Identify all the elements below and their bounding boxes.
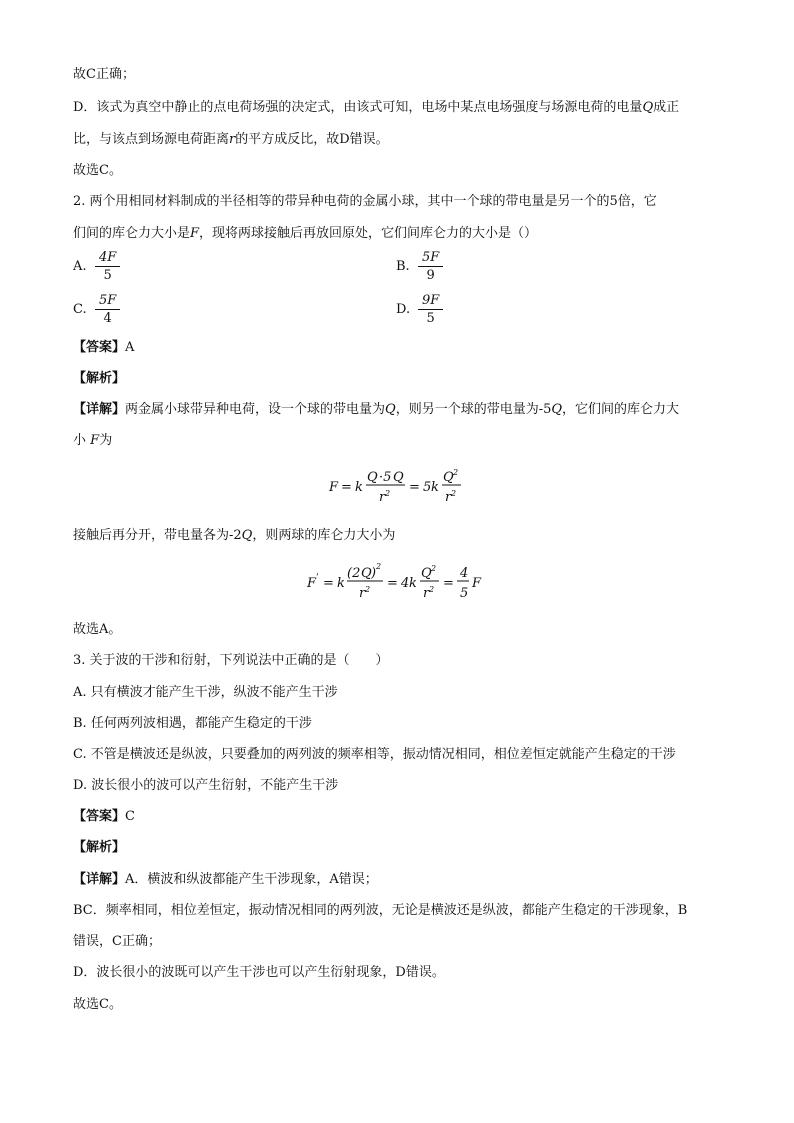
svg-text:2: 2 <box>451 489 457 498</box>
option-b <box>396 250 443 283</box>
option-fraction <box>418 293 443 326</box>
option-label: C. <box>73 302 87 317</box>
option-fraction <box>95 293 120 326</box>
text-span: 两金属小球带异种电荷，设一个球的带电量为 <box>125 402 386 417</box>
svg-text:F: F <box>472 576 482 591</box>
text-span: ，现将两球接触后再放回原处，它们间库仑力的大小是（） <box>199 226 538 241</box>
formula-coulomb-after-contact <box>307 558 497 608</box>
option-a: A. 只有横波才能产生干涉，纵波不能产生干涉 <box>73 685 338 700</box>
svg-text:5: 5 <box>423 480 432 495</box>
text-span: 们间的库仑力大小是 <box>73 226 191 241</box>
answer-line <box>73 339 134 357</box>
analysis-label: 【解析】 <box>73 840 126 855</box>
text-span: A．横波和纵波都能产生干涉现象，A错误； <box>125 872 378 887</box>
svg-text:=: = <box>443 576 454 591</box>
detail-tag: 【详解】 <box>73 872 126 887</box>
svg-text:r: r <box>423 586 430 601</box>
svg-text:r: r <box>445 490 452 505</box>
text-span: 接触后再分开，带电量各为-2 <box>73 528 242 543</box>
option-a <box>73 250 120 283</box>
svg-text:2: 2 <box>453 468 459 477</box>
svg-text:5: 5 <box>460 586 469 601</box>
analysis-label: 【解析】 <box>73 371 126 386</box>
svg-text:Q: Q <box>393 470 404 485</box>
svg-text:r: r <box>359 586 366 601</box>
text-span: D．该式为真空中静止的点电荷场强的决定式，由该式可知，电场中某点电场强度与场源电荷的电量 <box>73 100 643 115</box>
detail-tag: 【详解】 <box>73 402 126 417</box>
text-span: 成正 <box>653 100 680 115</box>
symbol-q: Q <box>241 528 253 543</box>
formula-coulomb-initial <box>329 466 469 512</box>
svg-text:4: 4 <box>401 576 410 591</box>
answer-tag: 【答案】 <box>73 809 126 824</box>
option-label: B. <box>396 259 410 274</box>
answer-line <box>73 808 135 826</box>
text-line <box>73 131 389 149</box>
symbol-f: F <box>190 226 200 241</box>
svg-text:k: k <box>355 480 363 495</box>
analysis-tag <box>73 839 125 857</box>
fraction-denominator: 5 <box>103 268 112 283</box>
analysis-tag <box>73 370 125 388</box>
text-span: 比，与该点到场源电荷距离 <box>73 132 230 147</box>
detail-line: 错误，C正确； <box>73 934 161 949</box>
svg-text:2: 2 <box>376 562 382 571</box>
text-span: ，它们间的库仑力大 <box>562 402 680 417</box>
option-d <box>396 293 443 326</box>
formula-graphic <box>329 466 469 508</box>
option-fraction <box>418 250 443 283</box>
text-span: 小 <box>73 433 87 448</box>
text-span: ，则两球的库仑力大小为 <box>252 528 396 543</box>
fraction-numerator: 5F <box>95 293 120 310</box>
answer-value: C <box>125 809 135 824</box>
svg-text:(2: (2 <box>347 566 361 581</box>
detail-line <box>73 401 679 419</box>
question-2-stem <box>73 225 537 243</box>
detail-line <box>73 527 395 545</box>
svg-text:k: k <box>409 576 417 591</box>
detail-line: D．波长很小的波既可以产生干涉也可以产生衍射现象，D错误。 <box>73 965 445 980</box>
svg-text:4: 4 <box>460 566 469 581</box>
svg-text:=: = <box>387 576 398 591</box>
fraction-denominator: 4 <box>103 311 112 326</box>
option-fraction <box>95 250 120 283</box>
svg-text:r: r <box>379 490 386 505</box>
text-line: 故C正确； <box>73 67 135 82</box>
question-2-stem: 2. 两个用相同材料制成的半径相等的带异种电荷的金属小球，其中一个球的带电量是另一个的5倍，它 <box>73 194 657 209</box>
svg-text:2: 2 <box>385 489 391 498</box>
option-label: A. <box>73 259 87 274</box>
text-span: 的平方成反比，故D错误。 <box>235 132 389 147</box>
conclusion-line: 故选A。 <box>73 622 122 637</box>
text-line: 故选C。 <box>73 163 122 178</box>
symbol-f: F <box>90 433 100 448</box>
svg-text:': ' <box>316 573 319 583</box>
svg-text:=: = <box>341 480 352 495</box>
text-line <box>73 99 679 117</box>
symbol-q: Q <box>385 402 396 417</box>
svg-text:F: F <box>329 480 339 495</box>
svg-text:): ) <box>371 566 377 581</box>
detail-line <box>73 432 112 450</box>
svg-text:Q: Q <box>361 566 372 581</box>
svg-text:F: F <box>307 576 317 591</box>
symbol-r: r <box>229 132 236 147</box>
option-b: B. 任何两列波相遇，都能产生稳定的干涉 <box>73 716 312 731</box>
detail-line <box>73 871 378 889</box>
fraction-denominator: 9 <box>426 268 435 283</box>
fraction-numerator: 5F <box>418 250 443 267</box>
svg-text:Q: Q <box>421 566 432 581</box>
svg-text:2: 2 <box>431 564 437 573</box>
option-label: D. <box>396 302 411 317</box>
symbol-q: Q <box>551 402 563 417</box>
fraction-numerator: 9F <box>418 293 443 310</box>
detail-line: BC．频率相同，相位差恒定，振动情况相同的两列波，无论是横波还是纵波，都能产生稳定的干涉现象，B <box>73 903 688 918</box>
svg-text:2: 2 <box>429 585 435 594</box>
text-span: 为 <box>99 433 113 448</box>
question-3-stem: 3. 关于波的干涉和衍射，下列说法中正确的是（ ） <box>73 653 389 668</box>
svg-text:k: k <box>431 480 439 495</box>
svg-text:=: = <box>323 576 334 591</box>
svg-text:=: = <box>409 480 420 495</box>
svg-text:Q: Q <box>443 470 454 485</box>
svg-text:k: k <box>337 576 345 591</box>
fraction-numerator: 4F <box>95 250 120 267</box>
answer-value: A <box>125 340 135 355</box>
conclusion-line: 故选C。 <box>73 997 122 1012</box>
option-c: C. 不管是横波还是纵波，只要叠加的两列波的频率相等，振动情况相同，相位差恒定就能产生稳定的干涉 <box>73 747 676 762</box>
answer-tag: 【答案】 <box>73 340 126 355</box>
svg-text:·5: ·5 <box>379 470 392 485</box>
text-span: ，则另一个球的带电量为-5 <box>395 402 552 417</box>
fraction-denominator: 5 <box>426 311 435 326</box>
option-d: D. 波长很小的波可以产生衍射，不能产生干涉 <box>73 778 339 793</box>
symbol-q: Q <box>642 100 654 115</box>
option-c <box>73 293 120 326</box>
formula-graphic <box>307 558 497 604</box>
svg-text:Q: Q <box>367 470 378 485</box>
svg-text:2: 2 <box>365 585 371 594</box>
